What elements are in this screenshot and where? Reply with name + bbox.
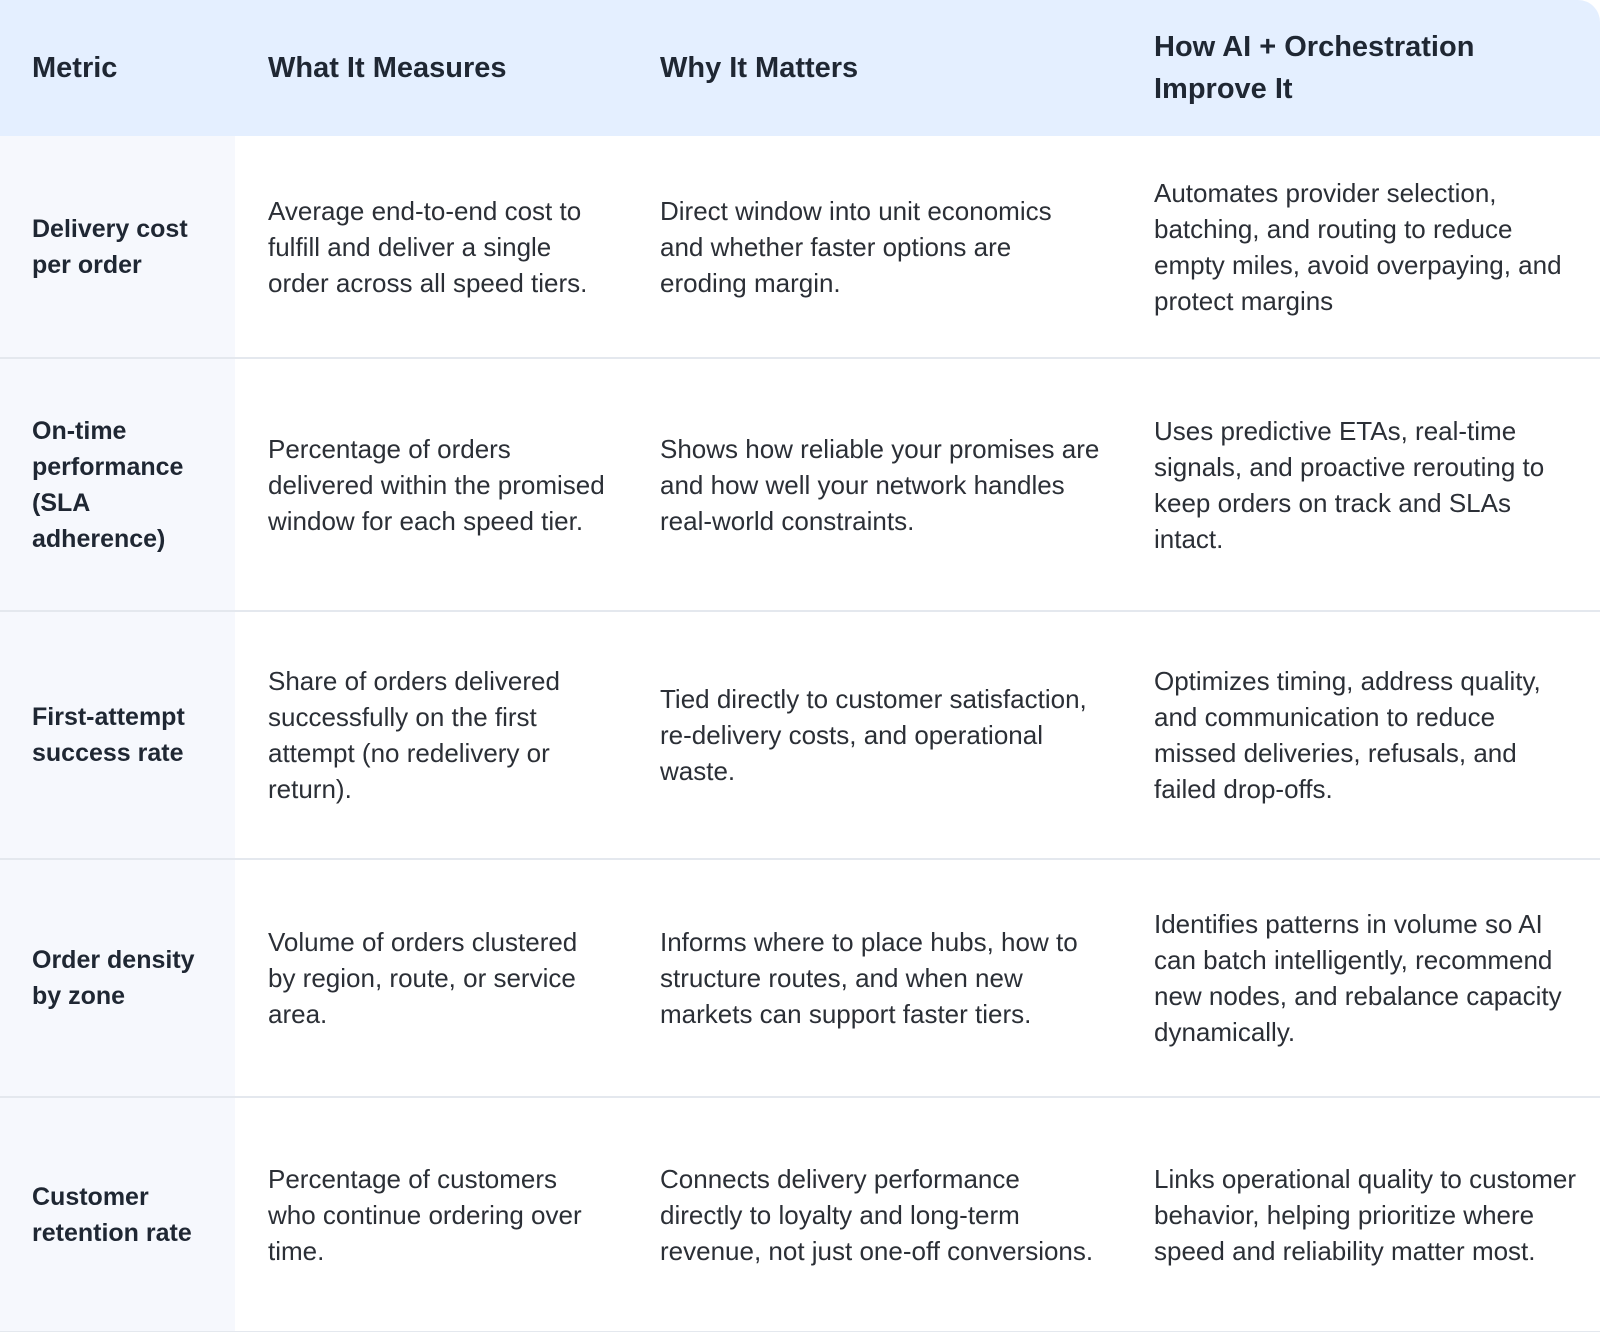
row-1-measures: Average end-to-end cost to fulfill and deliver a single order across all speed tiers. bbox=[235, 136, 631, 359]
row-4-measures: Volume of orders clustered by region, route, or service area. bbox=[235, 860, 631, 1098]
header-metric: Metric bbox=[0, 0, 235, 136]
row-5-measures: Percentage of customers who continue ordering over time. bbox=[235, 1098, 631, 1332]
row-2-matters: Shows how reliable your promises are and how well your network handles real-world constraints. bbox=[631, 359, 1126, 612]
row-4-metric: Order density by zone bbox=[0, 860, 235, 1098]
header-what-it-measures: What It Measures bbox=[235, 0, 631, 136]
row-2-improve: Uses predictive ETAs, real-time signals, and proactive rerouting to keep orders on track and SLAs intact. bbox=[1126, 359, 1600, 612]
header-why-it-matters: Why It Matters bbox=[631, 0, 1126, 136]
row-2-metric: On-time performance (SLA adherence) bbox=[0, 359, 235, 612]
row-3-measures: Share of orders delivered successfully on the first attempt (no redelivery or return). bbox=[235, 612, 631, 860]
row-2-measures: Percentage of orders delivered within the promised window for each speed tier. bbox=[235, 359, 631, 612]
row-4-improve: Identifies patterns in volume so AI can batch intelligently, recommend new nodes, and rebalance capacity dynamically. bbox=[1126, 860, 1600, 1098]
row-1-metric: Delivery cost per order bbox=[0, 136, 235, 359]
row-5-improve: Links operational quality to customer behavior, helping prioritize where speed and reliability matter most. bbox=[1126, 1098, 1600, 1332]
row-5-matters: Connects delivery performance directly to loyalty and long-term revenue, not just one-off conversions. bbox=[631, 1098, 1126, 1332]
row-3-metric: First-attempt success rate bbox=[0, 612, 235, 860]
row-4-matters: Informs where to place hubs, how to structure routes, and when new markets can support faster tiers. bbox=[631, 860, 1126, 1098]
row-5-metric: Customer retention rate bbox=[0, 1098, 235, 1332]
row-3-improve: Optimizes timing, address quality, and communication to reduce missed deliveries, refusals, and failed drop-offs. bbox=[1126, 612, 1600, 860]
header-how-ai-improves: How AI + Orchestration Improve It bbox=[1126, 0, 1600, 136]
row-3-matters: Tied directly to customer satisfaction, re-delivery costs, and operational waste. bbox=[631, 612, 1126, 860]
row-1-improve: Automates provider selection, batching, and routing to reduce empty miles, avoid overpaying, and protect margins bbox=[1126, 136, 1600, 359]
row-1-matters: Direct window into unit economics and whether faster options are eroding margin. bbox=[631, 136, 1126, 359]
